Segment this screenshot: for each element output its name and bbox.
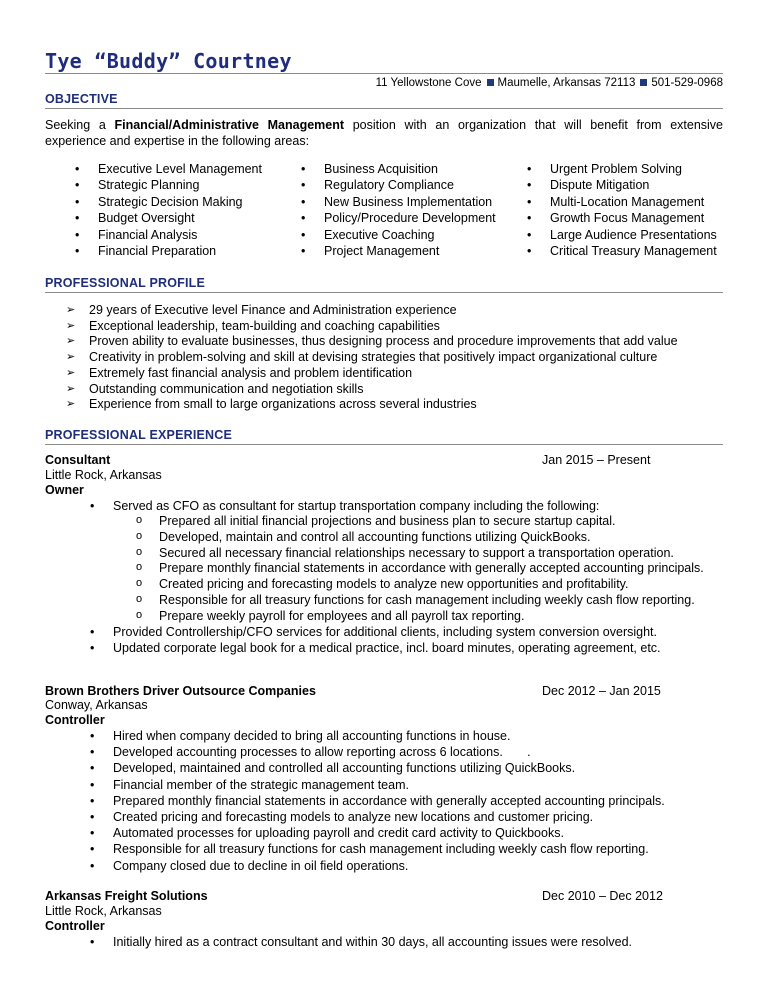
name-divider xyxy=(45,73,723,74)
profile-item: ➢ Experience from small to large organizations across several industries xyxy=(66,397,678,413)
job-location: Little Rock, Arkansas xyxy=(45,904,162,918)
expertise-item: • Financial Preparation xyxy=(75,243,262,259)
expertise-item: • Financial Analysis xyxy=(75,227,262,243)
job-bullet: • Hired when company decided to bring all accounting functions in house. xyxy=(90,728,665,744)
expertise-item: • Large Audience Presentations xyxy=(527,227,717,243)
job-bullets xyxy=(90,728,665,874)
profile-item: ➢ Proven ability to evaluate businesses, thus designing process and procedure improvements that add value xyxy=(66,334,678,350)
expertise-item: • Critical Treasury Management xyxy=(527,243,717,259)
job-title: Brown Brothers Driver Outsource Companies xyxy=(45,684,316,698)
job-bullet: • Served as CFO as consultant for startup transportation company including the following: xyxy=(90,498,599,514)
profile-heading: PROFESSIONAL PROFILE xyxy=(45,276,723,293)
profile-list xyxy=(66,303,678,413)
job-sub-bullet: o Prepare monthly financial statements in accordance with generally accepted accounting principals. xyxy=(136,561,704,577)
expertise-item: • Business Acquisition xyxy=(301,161,496,177)
contact-line xyxy=(376,77,723,89)
profile-item: ➢ 29 years of Executive level Finance and Administration experience xyxy=(66,303,678,319)
objective-heading: OBJECTIVE xyxy=(45,92,723,109)
job-sub-bullet: o Responsible for all treasury functions for cash management including weekly cash flow reporting. xyxy=(136,593,704,609)
job-sub-bullet: o Secured all necessary financial relationships necessary to support a transportation operation. xyxy=(136,546,704,562)
job-bullet: • Automated processes for uploading payroll and credit card activity to Quickbooks. xyxy=(90,825,665,841)
expertise-column-3 xyxy=(527,161,717,259)
expertise-item: • Policy/Procedure Development xyxy=(301,210,496,226)
job-bullet: • Provided Controllership/CFO services for additional clients, including system conversion oversight. xyxy=(90,624,661,640)
job-sub-bullets xyxy=(136,514,704,625)
experience-heading: PROFESSIONAL EXPERIENCE xyxy=(45,428,723,445)
objective-text-bold: Financial/Administrative Management xyxy=(114,118,345,132)
objective-text-start: Seeking a xyxy=(45,118,115,132)
job-title: Consultant xyxy=(45,453,111,467)
expertise-item: • Growth Focus Management xyxy=(527,210,717,226)
expertise-item: • New Business Implementation xyxy=(301,194,496,210)
job-dates: Dec 2010 – Dec 2012 xyxy=(542,889,663,903)
expertise-column-1 xyxy=(75,161,262,259)
phone: 501-529-0968 xyxy=(651,77,723,89)
objective-text-end: position with an organization that will benefit from extensive experience and expertise in the following areas: xyxy=(45,118,723,148)
job-bullet: • Developed accounting processes to allow reporting across 6 locations. . xyxy=(90,744,665,760)
expertise-item: • Strategic Decision Making xyxy=(75,194,262,210)
job-sub-bullet: o Developed, maintain and control all accounting functions utilizing QuickBooks. xyxy=(136,530,704,546)
expertise-item: • Budget Oversight xyxy=(75,210,262,226)
square-bullet-icon xyxy=(487,79,494,86)
expertise-column-2 xyxy=(301,161,496,259)
expertise-item: • Dispute Mitigation xyxy=(527,177,717,193)
expertise-item: • Executive Level Management xyxy=(75,161,262,177)
job-bullet: • Developed, maintained and controlled all accounting functions utilizing QuickBooks. xyxy=(90,760,665,776)
job-location: Conway, Arkansas xyxy=(45,698,148,712)
city: Maumelle, Arkansas 72113 xyxy=(497,77,636,89)
address: 11 Yellowstone Cove xyxy=(375,77,482,89)
job-role: Controller xyxy=(45,919,105,933)
objective-text xyxy=(45,117,723,149)
job-sub-bullet: o Prepare weekly payroll for employees and all payroll tax reporting. xyxy=(136,609,704,625)
profile-item: ➢ Exceptional leadership, team-building and coaching capabilities xyxy=(66,319,678,335)
job-role: Controller xyxy=(45,713,105,727)
expertise-item: • Regulatory Compliance xyxy=(301,177,496,193)
job-bullet: • Company closed due to decline in oil field operations. xyxy=(90,858,665,874)
job-role: Owner xyxy=(45,483,84,497)
job-dates: Dec 2012 – Jan 2015 xyxy=(542,684,661,698)
job-sub-bullet: o Created pricing and forecasting models to analyze new opportunities and profitability. xyxy=(136,577,704,593)
job-bullets xyxy=(90,498,599,514)
job-bullet: • Financial member of the strategic management team. xyxy=(90,777,665,793)
job-bullet: • Prepared monthly financial statements in accordance with generally accepted accounting principals. xyxy=(90,793,665,809)
square-bullet-icon xyxy=(640,79,647,86)
profile-item: ➢ Outstanding communication and negotiation skills xyxy=(66,382,678,398)
profile-item: ➢ Extremely fast financial analysis and problem identification xyxy=(66,366,678,382)
candidate-name: Tye “Buddy” Courtney xyxy=(45,49,292,73)
expertise-item: • Strategic Planning xyxy=(75,177,262,193)
job-bullet: • Initially hired as a contract consultant and within 30 days, all accounting issues were resolved. xyxy=(90,934,632,950)
job-dates: Jan 2015 – Present xyxy=(542,453,651,467)
job-bullets xyxy=(90,624,661,656)
job-location: Little Rock, Arkansas xyxy=(45,468,162,482)
job-bullet: • Updated corporate legal book for a medical practice, incl. board minutes, operating agreement, etc. xyxy=(90,640,661,656)
job-title: Arkansas Freight Solutions xyxy=(45,889,208,903)
profile-item: ➢ Creativity in problem-solving and skill at devising strategies that positively impact organizational culture xyxy=(66,350,678,366)
job-bullets xyxy=(90,934,632,950)
expertise-item: • Urgent Problem Solving xyxy=(527,161,717,177)
job-bullet: • Created pricing and forecasting models to analyze new locations and customer pricing. xyxy=(90,809,665,825)
expertise-item: • Executive Coaching xyxy=(301,227,496,243)
expertise-item: • Multi-Location Management xyxy=(527,194,717,210)
expertise-item: • Project Management xyxy=(301,243,496,259)
job-bullet: • Responsible for all treasury functions for cash management including weekly cash flow reporting. xyxy=(90,841,665,857)
job-sub-bullet: o Prepared all initial financial projections and business plan to secure startup capital. xyxy=(136,514,704,530)
